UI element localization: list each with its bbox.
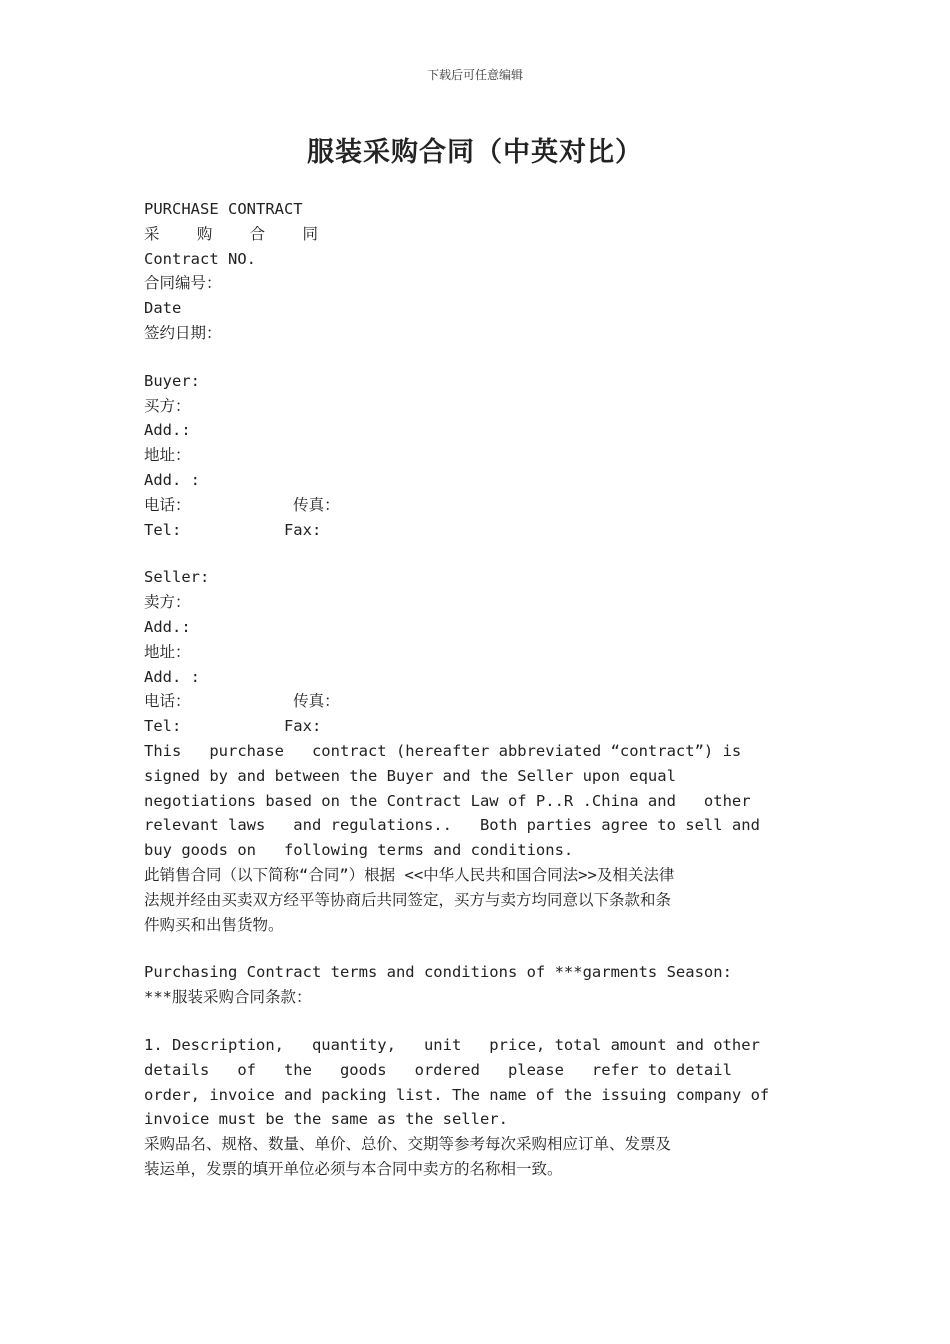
terms-heading [144,960,814,1010]
clause-1-cn [144,1132,814,1182]
spacer [144,346,814,369]
buyer-phone-fax-en: Tel: Fax: [144,520,322,539]
buyer-address-en: Add.: [144,421,191,440]
contract-head-block [144,197,814,346]
buyer-label-en: Buyer: [144,371,200,390]
spacer [144,1010,814,1033]
contract-no-label-en: Contract NO. [144,249,256,268]
intro-paragraph-cn [144,863,814,937]
date-label-cn: 签约日期： [144,323,222,342]
clause-1-en-line: invoice must be the same as the seller. [144,1110,508,1129]
intro-en-line: This purchase contract (hereafter abbreviated “contract”) is [144,741,742,760]
seller-phone-fax-en: Tel: Fax: [144,717,322,736]
terms-heading-en: Purchasing Contract terms and conditions of ***garments Season: [144,963,732,982]
date-label-en: Date [144,299,182,318]
intro-cn-line: 件购买和出售货物。 [144,915,284,934]
buyer-phone-fax-cn: 电话： 传真： [144,495,340,514]
seller-block [144,565,814,739]
seller-label-en: Seller: [144,568,210,587]
seller-address-2: Add. : [144,667,200,686]
clause-1-en-line: details of the goods ordered please refer to detail [144,1060,732,1079]
contract-heading-cn: 采 购 合 同 [144,224,318,243]
buyer-label-cn: 买方： [144,396,191,415]
terms-heading-cn: ***服装采购合同条款： [144,988,312,1007]
intro-cn-line: 此销售合同（以下简称“合同”）根据 <<中华人民共和国合同法>>及相关法律 [144,865,675,884]
contract-no-label-cn: 合同编号： [144,274,222,293]
intro-en-line: relevant laws and regulations.. Both parties agree to sell and [144,816,760,835]
contract-heading-en: PURCHASE CONTRACT [144,200,303,218]
buyer-address-cn: 地址： [144,446,191,465]
spacer [144,937,814,960]
buyer-block [144,369,814,543]
spacer [144,542,814,565]
intro-en-line: signed by and between the Buyer and the Seller upon equal [144,766,676,785]
buyer-address-2: Add. : [144,470,200,489]
clause-1-cn-line: 装运单，发票的填开单位必须与本合同中卖方的名称相一致。 [144,1159,563,1178]
clause-1-en [144,1033,814,1132]
intro-cn-line: 法规并经由买卖双方经平等协商后共同签定，买方与卖方均同意以下条款和条 [144,890,672,909]
document-title: 服装采购合同（中英对比） [307,137,643,168]
intro-paragraph-en [144,739,814,863]
clause-1-en-line: 1. Description, quantity, unit price, total amount and other [144,1035,760,1054]
clause-1-en-line: order, invoice and packing list. The name of the issuing company of [144,1085,770,1104]
intro-en-line: buy goods on following terms and conditions. [144,841,574,860]
header-note: 下载后可任意编辑 [426,68,523,82]
contract-body [144,197,814,1182]
seller-label-cn: 卖方： [144,593,191,612]
seller-address-cn: 地址： [144,642,191,661]
seller-phone-fax-cn: 电话： 传真： [144,692,340,711]
intro-en-line: negotiations based on the Contract Law of P..R .China and other [144,791,751,810]
seller-address-en: Add.: [144,617,191,636]
clause-1-cn-line: 采购品名、规格、数量、单价、总价、交期等参考每次采购相应订单、发票及 [144,1135,672,1154]
